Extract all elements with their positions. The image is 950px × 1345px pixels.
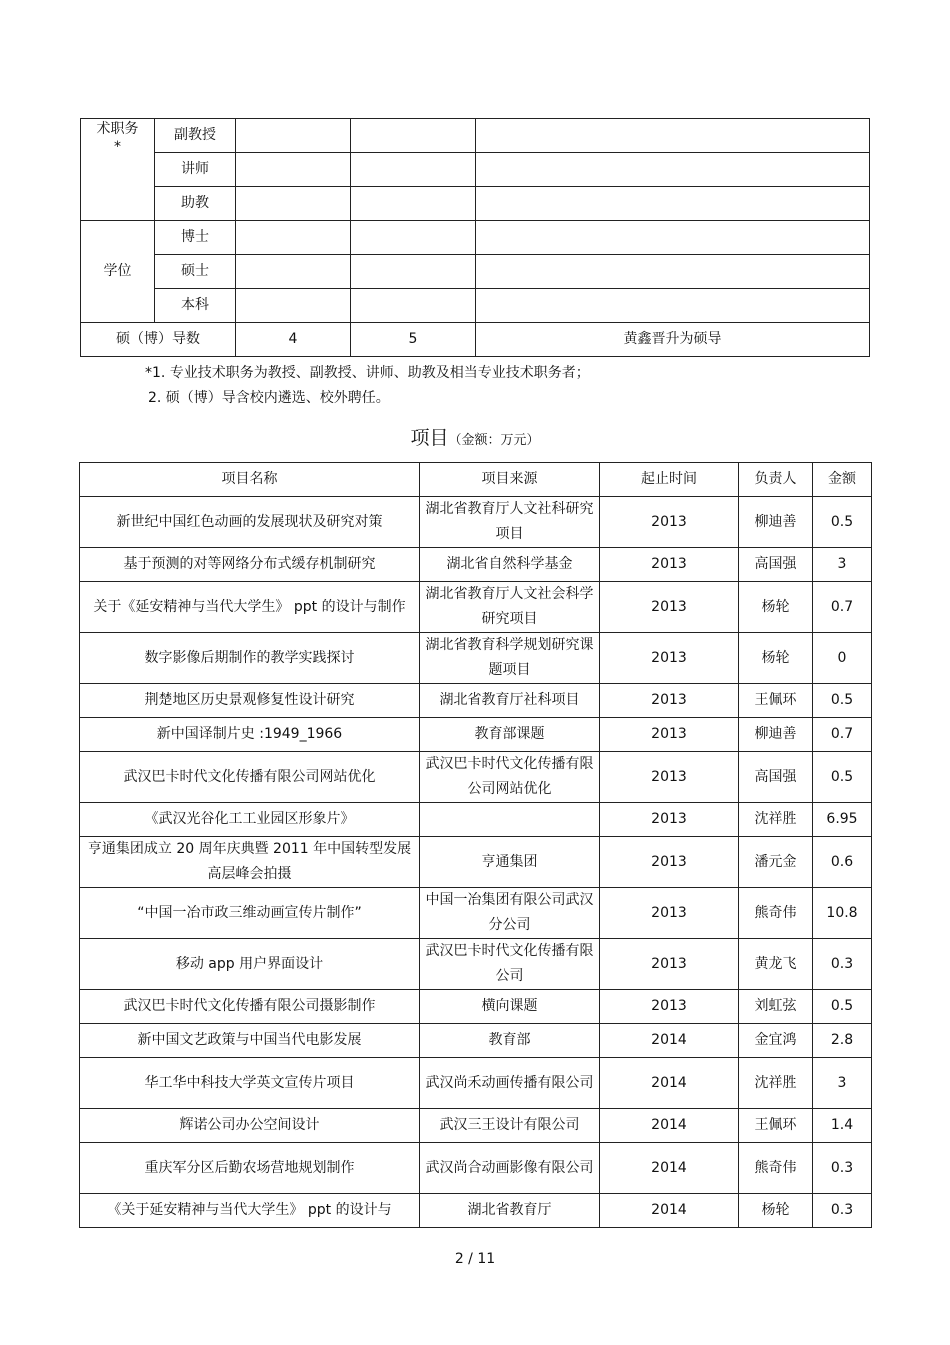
footnote-2: 2. 硕（博）导含校内遴选、校外聘任。: [148, 390, 390, 406]
project-year: 2013: [600, 548, 739, 582]
project-name: 武汉巴卡时代文化传播有限公司网站优化: [80, 752, 420, 803]
table-row: [80, 548, 872, 582]
project-name: 关于《延安精神与当代大学生》 ppt 的设计与制作: [80, 582, 420, 633]
table-row: [80, 1194, 872, 1228]
section-title: [0, 424, 950, 455]
project-year: 2013: [600, 582, 739, 633]
project-leader: 熊奇伟: [739, 1143, 813, 1194]
project-leader: 杨轮: [739, 582, 813, 633]
project-year: 2014: [600, 1024, 739, 1058]
table-row: [80, 752, 872, 803]
project-amount: 0.7: [813, 718, 872, 752]
cell: [351, 153, 476, 187]
staff-row: [81, 289, 870, 323]
project-amount: 0.5: [813, 497, 872, 548]
cell: [236, 221, 351, 255]
supervisor-label: 硕（博）导数: [81, 323, 236, 357]
supervisor-c3: 黄鑫晋升为硕导: [476, 323, 870, 357]
row-label: 助教: [155, 187, 236, 221]
table-row: [80, 1143, 872, 1194]
project-amount: 0.5: [813, 990, 872, 1024]
project-source: 湖北省教育厅人文社科研究项目: [420, 497, 600, 548]
project-year: 2013: [600, 939, 739, 990]
project-leader: 金宜鸿: [739, 1024, 813, 1058]
table-row: [80, 718, 872, 752]
supervisor-row: [81, 323, 870, 357]
cell: [351, 221, 476, 255]
cell: [351, 187, 476, 221]
project-name: 武汉巴卡时代文化传播有限公司摄影制作: [80, 990, 420, 1024]
table-row: [80, 888, 872, 939]
table-row: [80, 837, 872, 888]
project-name: 《武汉光谷化工工业园区形象片》: [80, 803, 420, 837]
project-source: 武汉三王设计有限公司: [420, 1109, 600, 1143]
cell: [476, 119, 870, 153]
project-name: 新中国文艺政策与中国当代电影发展: [80, 1024, 420, 1058]
project-source: 亨通集团: [420, 837, 600, 888]
table-row: [80, 803, 872, 837]
group-title-position: 术职务 *: [81, 119, 155, 221]
project-source: 湖北省教育厅人文社会科学研究项目: [420, 582, 600, 633]
staff-table: [80, 118, 870, 357]
cell: [236, 289, 351, 323]
row-label: 硕士: [155, 255, 236, 289]
project-amount: 3: [813, 548, 872, 582]
project-amount: 0.3: [813, 1143, 872, 1194]
project-leader: 刘虹弦: [739, 990, 813, 1024]
project-leader: 高国强: [739, 548, 813, 582]
project-leader: 杨轮: [739, 633, 813, 684]
project-name: 华工华中科技大学英文宣传片项目: [80, 1058, 420, 1109]
cell: [476, 187, 870, 221]
row-label: 副教授: [155, 119, 236, 153]
project-name: 新中国译制片史 :1949_1966: [80, 718, 420, 752]
column-header: 项目名称: [80, 463, 420, 497]
project-leader: 熊奇伟: [739, 888, 813, 939]
cell: [476, 255, 870, 289]
project-leader: 高国强: [739, 752, 813, 803]
project-source: 横向课题: [420, 990, 600, 1024]
project-amount: 6.95: [813, 803, 872, 837]
staff-row: [81, 153, 870, 187]
project-amount: 10.8: [813, 888, 872, 939]
project-amount: 2.8: [813, 1024, 872, 1058]
project-table: [79, 462, 872, 1228]
staff-row: [81, 255, 870, 289]
project-source: [420, 803, 600, 837]
cell: [236, 119, 351, 153]
project-name: 重庆军分区后勤农场营地规划制作: [80, 1143, 420, 1194]
project-source: 教育部课题: [420, 718, 600, 752]
project-year: 2013: [600, 684, 739, 718]
project-amount: 0.3: [813, 939, 872, 990]
row-label: 博士: [155, 221, 236, 255]
project-source: 武汉尚禾动画传播有限公司: [420, 1058, 600, 1109]
cell: [476, 153, 870, 187]
table-row: [80, 939, 872, 990]
project-year: 2014: [600, 1143, 739, 1194]
page-number: 2 / 11: [454, 1251, 496, 1267]
project-leader: 王佩环: [739, 684, 813, 718]
table-row: [80, 1058, 872, 1109]
project-leader: 杨轮: [739, 1194, 813, 1228]
table-row: [80, 684, 872, 718]
project-leader: 王佩环: [739, 1109, 813, 1143]
project-amount: 3: [813, 1058, 872, 1109]
cell: [476, 221, 870, 255]
cell: [236, 187, 351, 221]
section-subtitle: （金额：万元）: [448, 433, 540, 448]
cell: [476, 289, 870, 323]
project-amount: 0: [813, 633, 872, 684]
project-year: 2013: [600, 752, 739, 803]
table-row: [80, 497, 872, 548]
project-name: 荆楚地区历史景观修复性设计研究: [80, 684, 420, 718]
project-name: “中国一冶市政三维动画宣传片制作”: [80, 888, 420, 939]
row-label: 讲师: [155, 153, 236, 187]
cell: [351, 255, 476, 289]
project-source: 武汉巴卡时代文化传播有限公司: [420, 939, 600, 990]
cell: [351, 289, 476, 323]
cell: [236, 255, 351, 289]
project-year: 2014: [600, 1058, 739, 1109]
project-leader: 沈祥胜: [739, 803, 813, 837]
project-source: 武汉尚合动画影像有限公司: [420, 1143, 600, 1194]
project-amount: 0.7: [813, 582, 872, 633]
project-name: 亨通集团成立 20 周年庆典暨 2011 年中国转型发展高层峰会拍摄: [80, 837, 420, 888]
project-amount: 0.6: [813, 837, 872, 888]
project-leader: 沈祥胜: [739, 1058, 813, 1109]
project-source: 武汉巴卡时代文化传播有限公司网站优化: [420, 752, 600, 803]
project-year: 2013: [600, 990, 739, 1024]
project-source: 教育部: [420, 1024, 600, 1058]
project-year: 2013: [600, 633, 739, 684]
project-source: 中国一冶集团有限公司武汉分公司: [420, 888, 600, 939]
staff-row: [81, 119, 870, 153]
cell: [236, 153, 351, 187]
project-source: 湖北省教育厅: [420, 1194, 600, 1228]
project-name: 移动 app 用户界面设计: [80, 939, 420, 990]
project-source: 湖北省教育科学规划研究课题项目: [420, 633, 600, 684]
project-leader: 柳迪善: [739, 718, 813, 752]
project-name: 基于预测的对等网络分布式缓存机制研究: [80, 548, 420, 582]
project-leader: 柳迪善: [739, 497, 813, 548]
table-row: [80, 1024, 872, 1058]
project-name: 《关于延安精神与当代大学生》 ppt 的设计与: [80, 1194, 420, 1228]
staff-row: [81, 221, 870, 255]
column-header: 负责人: [739, 463, 813, 497]
project-year: 2014: [600, 1194, 739, 1228]
project-source: 湖北省自然科学基金: [420, 548, 600, 582]
project-amount: 0.3: [813, 1194, 872, 1228]
staff-row: [81, 187, 870, 221]
column-header: 起止时间: [600, 463, 739, 497]
footnote-1: *1. 专业技术职务为教授、副教授、讲师、助教及相当专业技术职务者；: [145, 365, 590, 381]
column-header: 金额: [813, 463, 872, 497]
project-amount: 1.4: [813, 1109, 872, 1143]
column-header: 项目来源: [420, 463, 600, 497]
project-name: 新世纪中国红色动画的发展现状及研究对策: [80, 497, 420, 548]
row-label: 本科: [155, 289, 236, 323]
project-amount: 0.5: [813, 752, 872, 803]
cell: [351, 119, 476, 153]
project-year: 2013: [600, 497, 739, 548]
project-year: 2013: [600, 888, 739, 939]
project-year: 2013: [600, 718, 739, 752]
project-leader: 黄龙飞: [739, 939, 813, 990]
section-title-text: 项目: [410, 427, 449, 449]
project-name: 辉诺公司办公空间设计: [80, 1109, 420, 1143]
project-header-row: [80, 463, 872, 497]
project-year: 2013: [600, 803, 739, 837]
supervisor-c2: 5: [351, 323, 476, 357]
project-source: 湖北省教育厅社科项目: [420, 684, 600, 718]
table-row: [80, 990, 872, 1024]
table-row: [80, 633, 872, 684]
group-degree: 学位: [81, 221, 155, 323]
project-year: 2013: [600, 837, 739, 888]
project-leader: 潘元金: [739, 837, 813, 888]
project-name: 数字影像后期制作的教学实践探讨: [80, 633, 420, 684]
table-row: [80, 582, 872, 633]
table-row: [80, 1109, 872, 1143]
project-amount: 0.5: [813, 684, 872, 718]
supervisor-c1: 4: [236, 323, 351, 357]
project-year: 2014: [600, 1109, 739, 1143]
